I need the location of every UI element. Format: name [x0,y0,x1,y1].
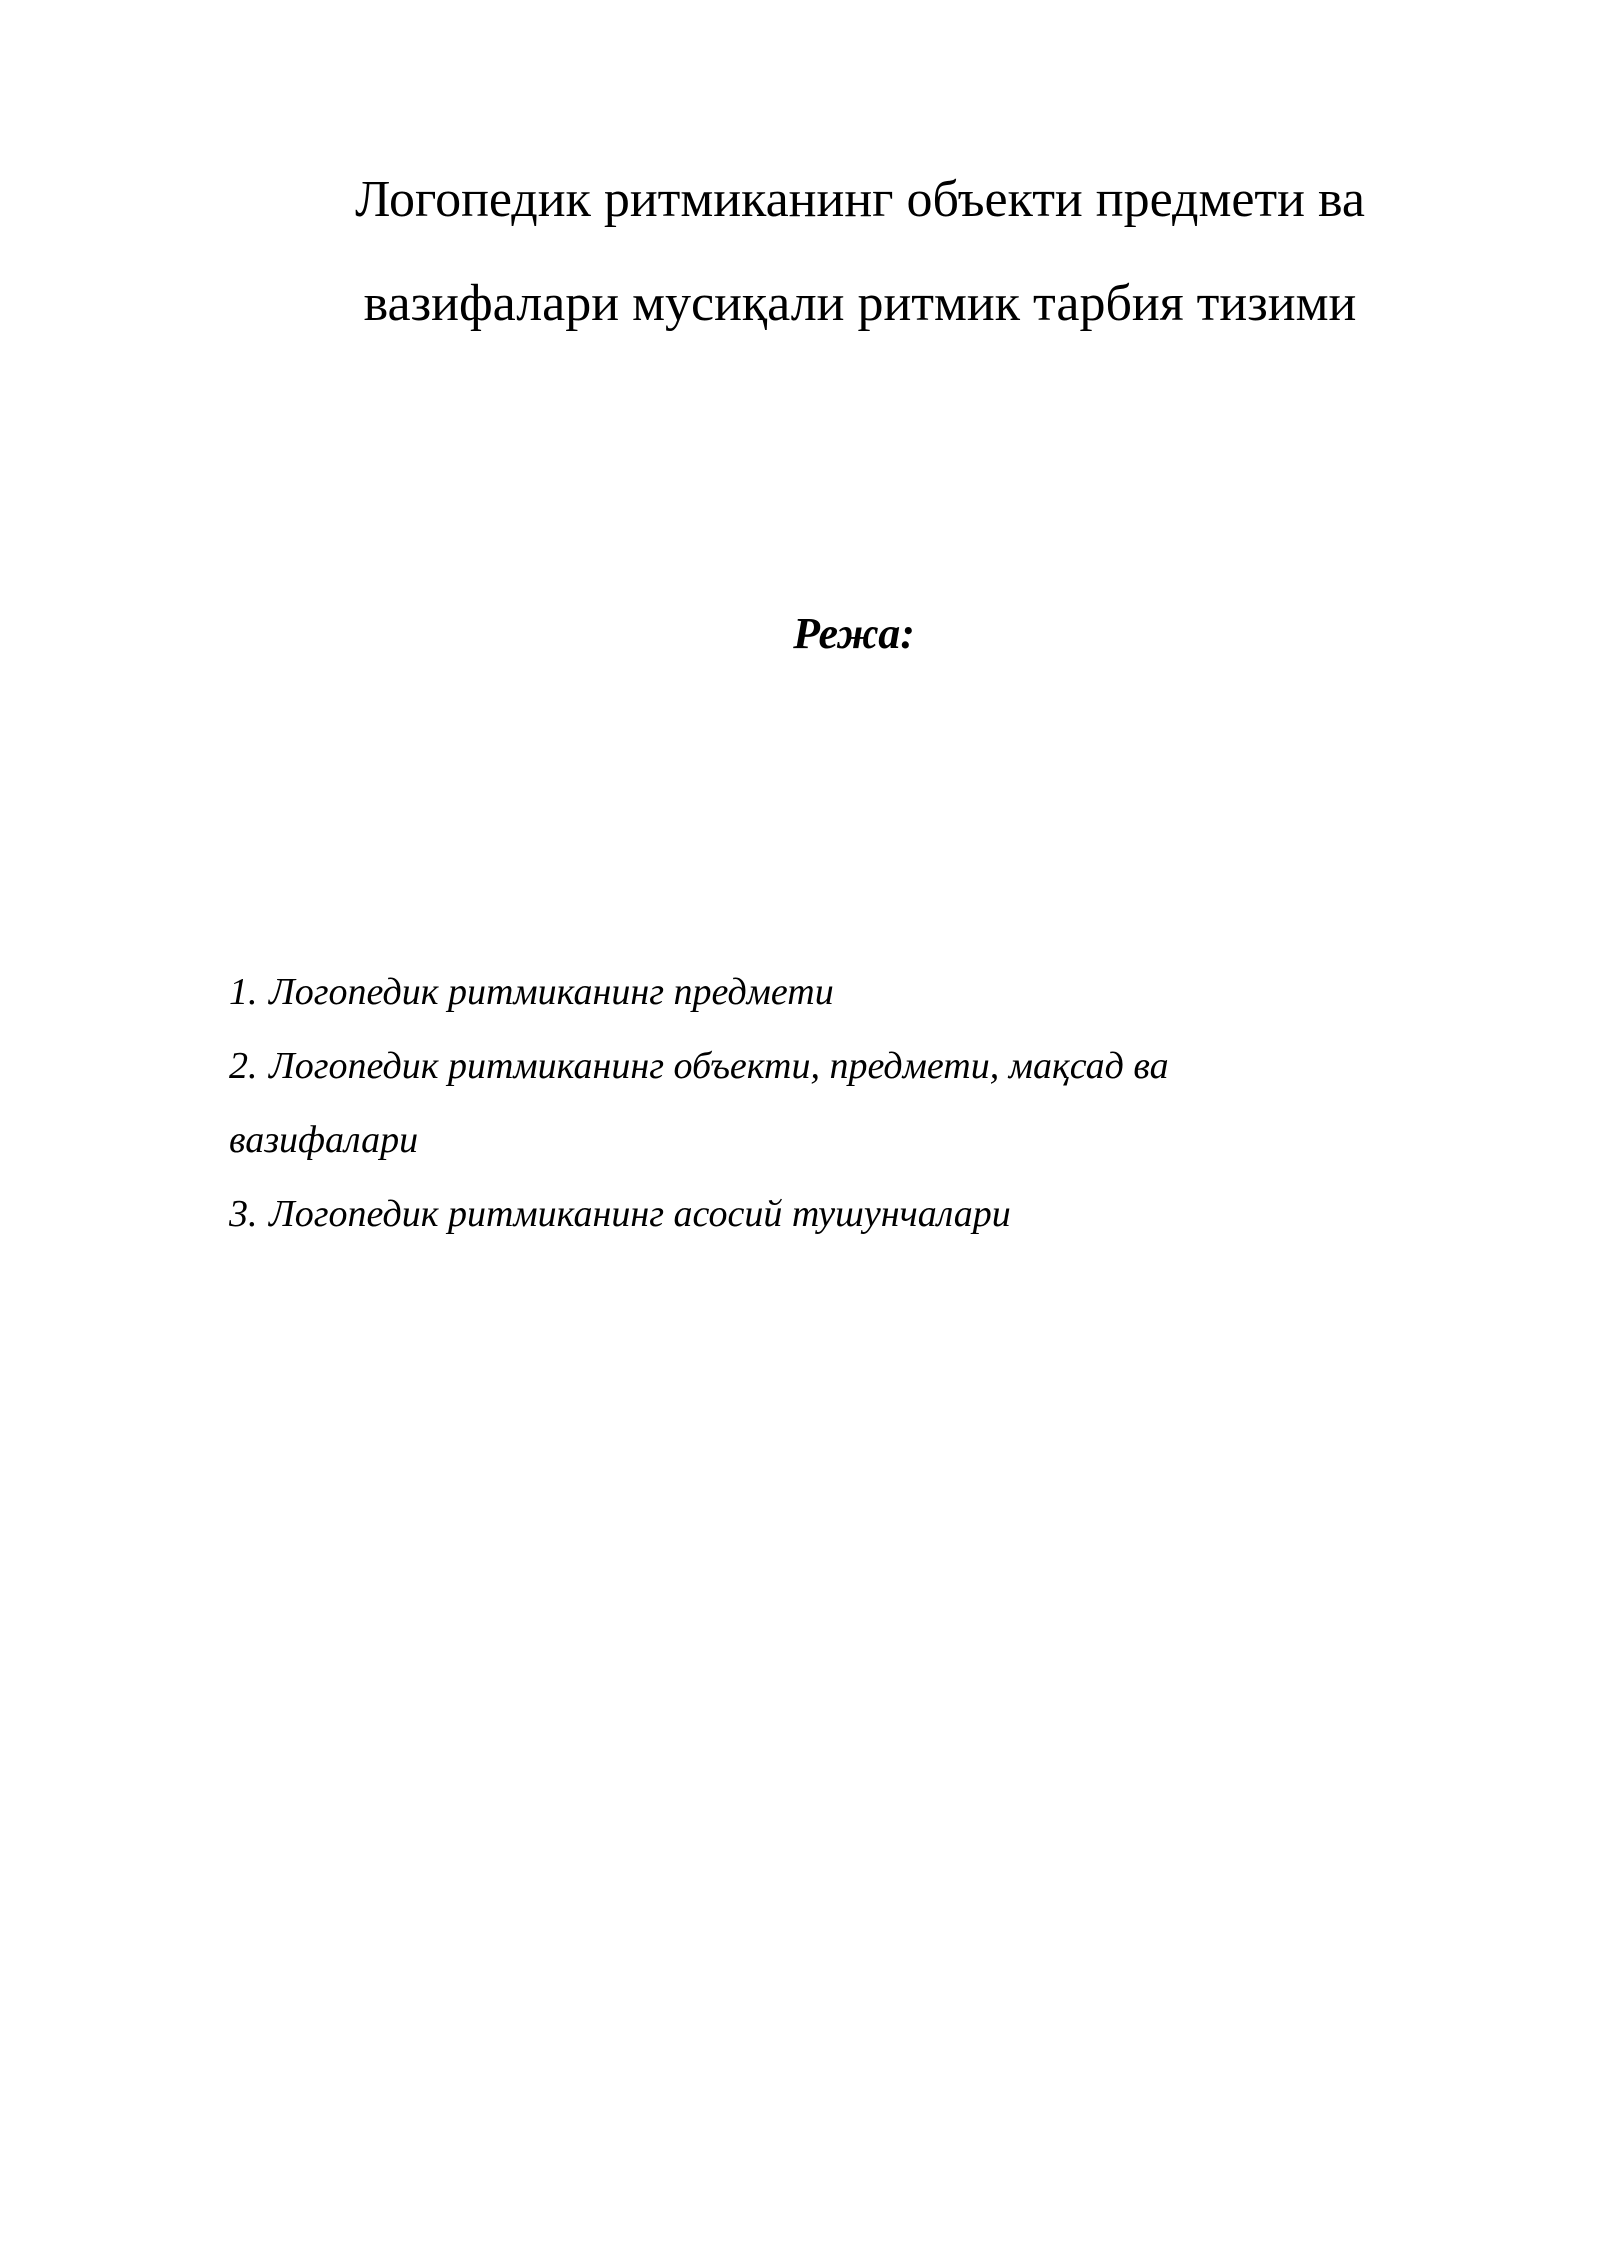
plan-item-text: Логопедик ритмиканинг объекти, предмети, мақсад ва [269,1045,1169,1087]
plan-item [229,955,1359,1029]
plan-item [229,1029,1359,1177]
plan-item-continuation: вазифалари [229,1119,419,1161]
plan-heading: Режа: [793,609,915,658]
plan-item-line [229,955,1359,1029]
plan-list [229,955,1359,1251]
plan-item [229,1177,1359,1251]
plan-item-line [229,1177,1359,1251]
plan-item-number: 1. [229,971,258,1013]
plan-item-text: Логопедик ритмиканинг предмети [269,971,834,1013]
plan-item-number: 3. [229,1193,258,1235]
plan-item-text: Логопедик ритмиканинг асосий тушунчалари [269,1193,1011,1235]
document-title [260,148,1460,356]
title-line-2: вазифалари мусиқали ритмик тарбия тизими [363,275,1357,332]
title-line-1: Логопедик ритмиканинг объекти предмети ва [355,171,1365,228]
plan-item-line [229,1029,1359,1103]
plan-item-number: 2. [229,1045,258,1087]
